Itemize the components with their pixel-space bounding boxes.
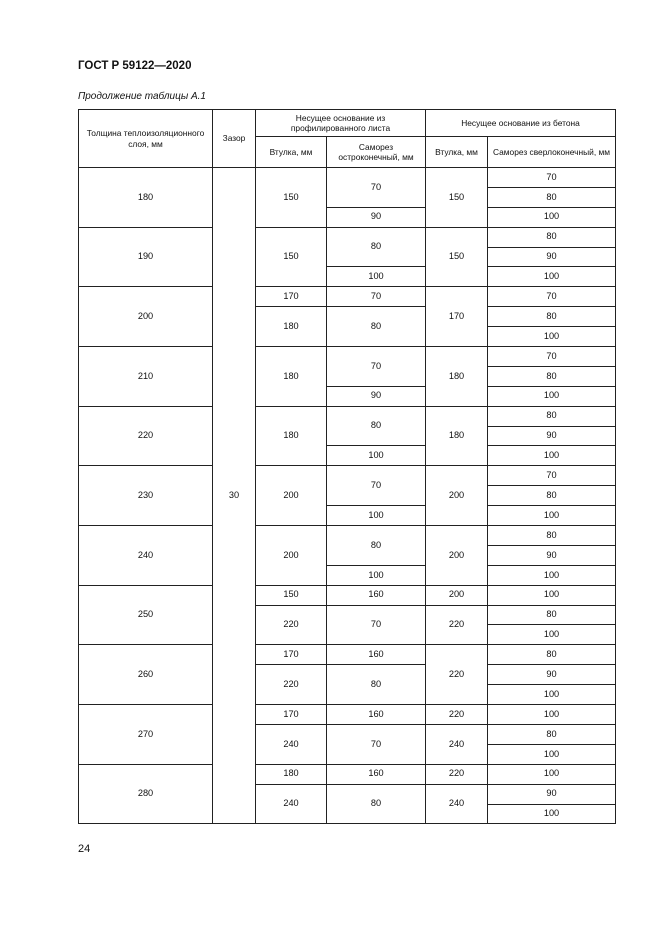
data-table	[78, 109, 616, 824]
table-row	[79, 526, 616, 546]
sleeve-cell: 170	[256, 645, 327, 665]
sleeve-cell: 200	[256, 526, 327, 586]
pointed-screw-cell: 80	[327, 665, 426, 705]
pointed-screw-cell: 90	[327, 386, 426, 406]
drill-screw-cell: 80	[488, 486, 616, 506]
drill-screw-cell: 90	[488, 247, 616, 267]
drill-screw-cell: 80	[488, 307, 616, 327]
thickness-cell: 260	[79, 645, 213, 705]
pointed-screw-cell: 160	[327, 705, 426, 725]
table-caption: Продолжение таблицы А.1	[78, 91, 206, 102]
drill-screw-cell: 100	[488, 804, 616, 824]
sleeve-cell: 220	[256, 605, 327, 645]
table-row	[79, 705, 616, 725]
pointed-screw-cell: 70	[327, 466, 426, 506]
thickness-cell: 200	[79, 287, 213, 347]
sleeve-cell: 180	[256, 307, 327, 347]
pointed-screw-cell: 70	[327, 168, 426, 208]
pointed-screw-cell: 80	[327, 227, 426, 267]
thickness-cell: 250	[79, 585, 213, 645]
table-row	[79, 168, 616, 188]
drill-screw-cell: 80	[488, 227, 616, 247]
document-code: ГОСТ Р 59122—2020	[78, 60, 192, 72]
pointed-screw-cell: 70	[327, 287, 426, 307]
pointed-screw-cell: 90	[327, 207, 426, 227]
drill-screw-cell: 80	[488, 406, 616, 426]
drill-screw-cell: 100	[488, 705, 616, 725]
concrete-sleeve-cell: 220	[426, 605, 488, 645]
concrete-sleeve-cell: 150	[426, 227, 488, 287]
pointed-screw-cell: 70	[327, 724, 426, 764]
table-row	[79, 466, 616, 486]
pointed-screw-cell: 100	[327, 506, 426, 526]
concrete-sleeve-cell: 220	[426, 764, 488, 784]
drill-screw-cell: 80	[488, 724, 616, 744]
concrete-sleeve-cell: 180	[426, 347, 488, 407]
table-row	[79, 645, 616, 665]
drill-screw-cell: 100	[488, 446, 616, 466]
concrete-sleeve-cell: 200	[426, 526, 488, 586]
sleeve-cell: 180	[256, 764, 327, 784]
drill-screw-cell: 100	[488, 744, 616, 764]
gap-cell: 30	[213, 168, 256, 824]
drill-screw-cell: 100	[488, 207, 616, 227]
drill-screw-cell: 100	[488, 685, 616, 705]
drill-screw-cell: 90	[488, 545, 616, 565]
concrete-sleeve-cell: 200	[426, 585, 488, 605]
thickness-cell: 270	[79, 705, 213, 765]
pointed-screw-cell: 160	[327, 585, 426, 605]
pointed-screw-cell: 70	[327, 605, 426, 645]
drill-screw-cell: 100	[488, 327, 616, 347]
concrete-sleeve-cell: 170	[426, 287, 488, 347]
drill-screw-cell: 100	[488, 267, 616, 287]
pointed-screw-cell: 80	[327, 406, 426, 446]
sleeve-cell: 150	[256, 168, 327, 228]
concrete-sleeve-cell: 240	[426, 784, 488, 824]
pointed-screw-cell: 80	[327, 307, 426, 347]
drill-screw-cell: 100	[488, 386, 616, 406]
table-row	[79, 347, 616, 367]
table-row	[79, 585, 616, 605]
drill-screw-cell: 100	[488, 625, 616, 645]
sleeve-cell: 240	[256, 784, 327, 824]
concrete-sleeve-cell: 240	[426, 724, 488, 764]
pointed-screw-cell: 70	[327, 347, 426, 387]
drill-screw-cell: 70	[488, 168, 616, 188]
concrete-sleeve-cell: 150	[426, 168, 488, 228]
sleeve-cell: 200	[256, 466, 327, 526]
drill-screw-cell: 100	[488, 506, 616, 526]
sleeve-cell: 180	[256, 347, 327, 407]
concrete-sleeve-cell: 180	[426, 406, 488, 466]
drill-screw-cell: 70	[488, 287, 616, 307]
drill-screw-cell: 100	[488, 764, 616, 784]
drill-screw-cell: 80	[488, 187, 616, 207]
drill-screw-cell: 90	[488, 784, 616, 804]
concrete-sleeve-cell: 220	[426, 645, 488, 705]
sleeve-cell: 170	[256, 287, 327, 307]
header-concrete-base: Несущее основание из бетона	[426, 110, 616, 137]
pointed-screw-cell: 80	[327, 526, 426, 566]
header-pointed-screw: Саморез остроконечный, мм	[327, 137, 426, 168]
pointed-screw-cell: 100	[327, 267, 426, 287]
drill-screw-cell: 100	[488, 585, 616, 605]
table-row	[79, 227, 616, 247]
table-row	[79, 287, 616, 307]
pointed-screw-cell: 160	[327, 645, 426, 665]
header-profiled-base: Несущее основание из профилированного листа	[256, 110, 426, 137]
drill-screw-cell: 70	[488, 347, 616, 367]
header-thickness: Толщина теплоизоляционного слоя, мм	[79, 110, 213, 168]
header-gap: Зазор	[213, 110, 256, 168]
page-number: 24	[78, 843, 91, 855]
thickness-cell: 230	[79, 466, 213, 526]
sleeve-cell: 170	[256, 705, 327, 725]
sleeve-cell: 240	[256, 724, 327, 764]
sleeve-cell: 150	[256, 585, 327, 605]
pointed-screw-cell: 160	[327, 764, 426, 784]
header-drill-screw: Саморез сверлоконечный, мм	[488, 137, 616, 168]
concrete-sleeve-cell: 200	[426, 466, 488, 526]
sleeve-cell: 150	[256, 227, 327, 287]
drill-screw-cell: 80	[488, 605, 616, 625]
concrete-sleeve-cell: 220	[426, 705, 488, 725]
drill-screw-cell: 100	[488, 565, 616, 585]
sleeve-cell: 180	[256, 406, 327, 466]
thickness-cell: 190	[79, 227, 213, 287]
header-sleeve-profiled: Втулка, мм	[256, 137, 327, 168]
thickness-cell: 240	[79, 526, 213, 586]
drill-screw-cell: 90	[488, 426, 616, 446]
pointed-screw-cell: 100	[327, 565, 426, 585]
drill-screw-cell: 80	[488, 645, 616, 665]
drill-screw-cell: 90	[488, 665, 616, 685]
drill-screw-cell: 70	[488, 466, 616, 486]
sleeve-cell: 220	[256, 665, 327, 705]
table-row	[79, 406, 616, 426]
thickness-cell: 280	[79, 764, 213, 824]
drill-screw-cell: 80	[488, 366, 616, 386]
thickness-cell: 210	[79, 347, 213, 407]
thickness-cell: 220	[79, 406, 213, 466]
pointed-screw-cell: 100	[327, 446, 426, 466]
header-sleeve-concrete: Втулка, мм	[426, 137, 488, 168]
pointed-screw-cell: 80	[327, 784, 426, 824]
table-row	[79, 764, 616, 784]
drill-screw-cell: 80	[488, 526, 616, 546]
thickness-cell: 180	[79, 168, 213, 228]
